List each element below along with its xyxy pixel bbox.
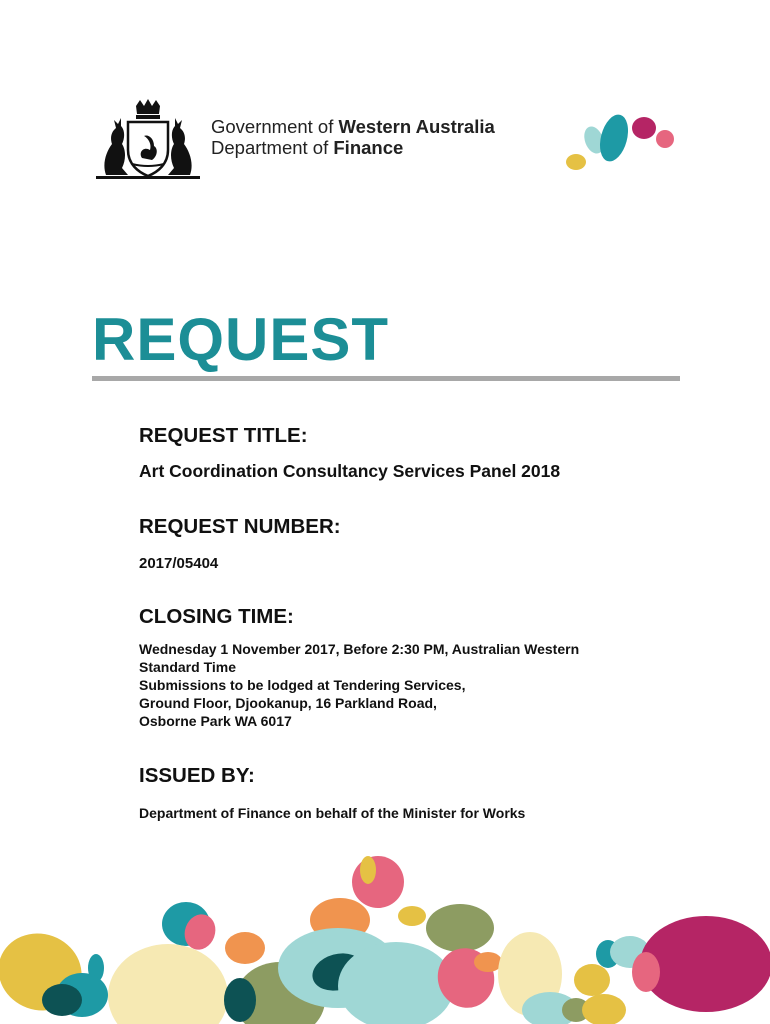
decorative-dots-logo <box>562 106 682 176</box>
header <box>92 98 692 188</box>
request-number-label: REQUEST NUMBER: <box>139 515 341 538</box>
government-state: Western Australia <box>338 116 495 137</box>
decorative-pebbles-banner <box>0 850 770 1024</box>
closing-line: Standard Time <box>139 659 236 675</box>
government-name <box>211 116 495 158</box>
government-prefix: Government of <box>211 116 339 137</box>
closing-time-label: CLOSING TIME: <box>139 605 294 628</box>
title-divider <box>92 376 680 381</box>
closing-time-details <box>139 640 679 730</box>
closing-line: Submissions to be lodged at Tendering Services, <box>139 677 466 693</box>
department-name: Finance <box>333 137 404 158</box>
request-number-value: 2017/05404 <box>139 555 219 572</box>
department-line <box>211 137 495 158</box>
issued-by-label: ISSUED BY: <box>139 764 255 787</box>
closing-line: Wednesday 1 November 2017, Before 2:30 PM, Australian Western <box>139 641 580 657</box>
closing-line: Ground Floor, Djookanup, 16 Parkland Road, <box>139 695 437 711</box>
wa-coat-of-arms-logo <box>92 98 204 184</box>
department-prefix: Department of <box>211 137 334 158</box>
government-line <box>211 116 495 137</box>
request-title-label: REQUEST TITLE: <box>139 424 308 447</box>
issued-by-value: Department of Finance on behalf of the Minister for Works <box>139 805 526 821</box>
request-title-value: Art Coordination Consultancy Services Panel 2018 <box>139 461 561 481</box>
document-title: REQUEST <box>92 306 390 373</box>
closing-line: Osborne Park WA 6017 <box>139 713 292 729</box>
request-details <box>139 424 679 822</box>
